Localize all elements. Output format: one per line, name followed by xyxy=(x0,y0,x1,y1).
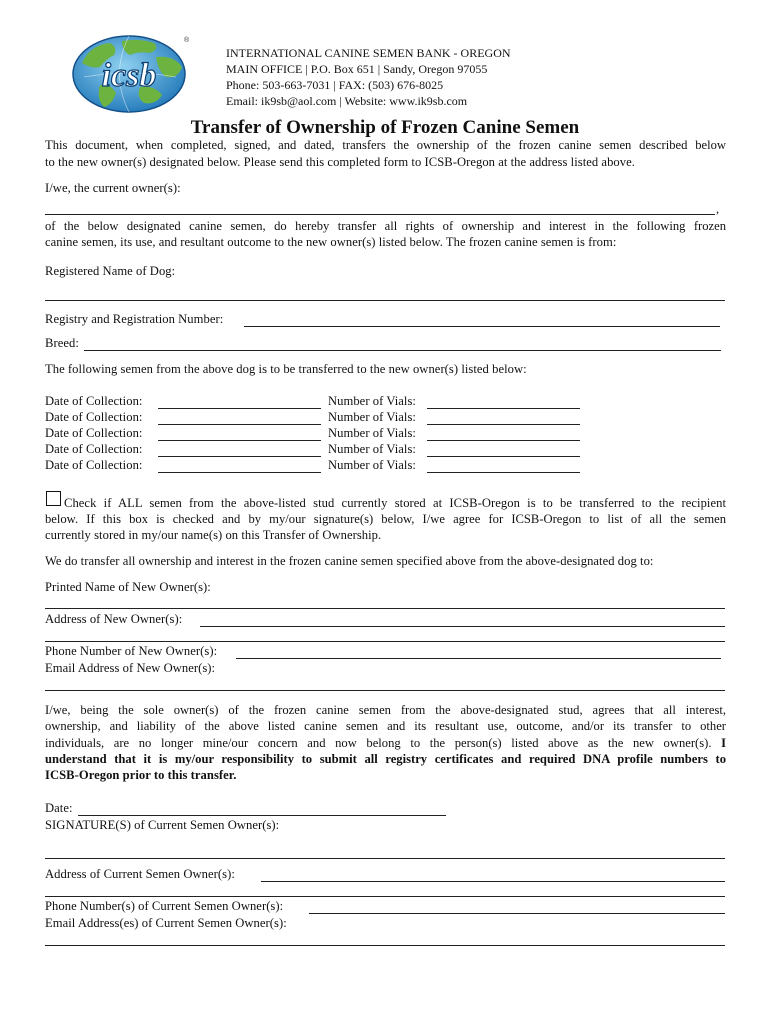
collection-date-label: Date of Collection: xyxy=(45,458,143,472)
semen-intro: The following semen from the above dog is to be transferred to the new owner(s) listed below: xyxy=(45,362,527,376)
collection-vials-field[interactable] xyxy=(427,456,580,457)
new-owner-address-field[interactable] xyxy=(200,626,725,627)
new-owner-email-label: Email Address of New Owner(s): xyxy=(45,661,216,675)
icsb-logo xyxy=(70,33,192,115)
registered-name-field[interactable] xyxy=(45,300,725,301)
current-address-label: Address of Current Semen Owner(s): xyxy=(45,867,235,881)
collection-vials-label: Number of Vials: xyxy=(328,426,416,440)
new-owner-phone-label: Phone Number of New Owner(s): xyxy=(45,644,218,658)
current-email-label: Email Address(es) of Current Semen Owner(s): xyxy=(45,916,287,930)
new-owner-name-label: Printed Name of New Owner(s): xyxy=(45,580,211,594)
collection-date-field[interactable] xyxy=(158,408,321,409)
collection-vials-field[interactable] xyxy=(427,424,580,425)
registry-label: Registry and Registration Number: xyxy=(45,312,224,326)
collection-date-label: Date of Collection: xyxy=(45,442,143,456)
transfer-all-checkbox[interactable] xyxy=(46,491,61,506)
collection-date-field[interactable] xyxy=(158,424,321,425)
collection-vials-field[interactable] xyxy=(427,408,580,409)
check-all-line-1: Check if ALL semen from the above-listed stud currently stored at ICSB-Oregon is to be transferred to the recipient xyxy=(64,496,726,510)
current-address-field-2[interactable] xyxy=(45,896,725,897)
check-all-line-2: below. If this box is checked and by my/our signature(s) below, I/we agree for ICSB-Oregon to list of all the semen xyxy=(45,512,726,526)
collection-vials-label: Number of Vials: xyxy=(328,442,416,456)
current-owner-comma: , xyxy=(716,202,720,216)
transfer-statement: We do transfer all ownership and interest in the frozen canine semen specified above from the above-designated dog to: xyxy=(45,554,654,568)
date-field[interactable] xyxy=(78,815,446,816)
registry-field[interactable] xyxy=(244,326,720,327)
liability-line-5: ICSB-Oregon prior to this transfer. xyxy=(45,768,237,782)
intro-line-1: This document, when completed, signed, and dated, transfers the ownership of the frozen canine semen described below xyxy=(45,138,726,152)
date-label: Date: xyxy=(45,801,73,815)
breed-label: Breed: xyxy=(45,336,79,350)
collection-vials-field[interactable] xyxy=(427,440,580,441)
liability-line-3-text: individuals, are no longer mine/our concern and now belong to the person(s) listed above as the new owner(s). xyxy=(45,736,712,750)
collection-date-label: Date of Collection: xyxy=(45,410,143,424)
page-title: Transfer of Ownership of Frozen Canine Semen xyxy=(190,117,580,138)
check-all-line-3: currently stored in my/our name(s) on this Transfer of Ownership. xyxy=(45,528,382,542)
new-owner-address-field-2[interactable] xyxy=(45,641,725,642)
liability-line-2: ownership, and liability of the above listed canine semen and its resultant use, outcome, and/or its transfer to other xyxy=(45,719,726,733)
collection-vials-field[interactable] xyxy=(427,472,580,473)
phone-fax: Phone: 503-663-7031 | FAX: (503) 676-8025 xyxy=(226,78,444,92)
liability-line-4: understand that it is my/our responsibility to submit all registry certificates and required DNA profile numbers to xyxy=(45,752,726,766)
breed-field[interactable] xyxy=(84,350,721,351)
new-owner-email-field[interactable] xyxy=(45,690,725,691)
transfer-text-line-2: canine semen, its use, and resultant outcome to the new owner(s) listed below. The frozen canine semen is from: xyxy=(45,235,617,249)
main-office: MAIN OFFICE | P.O. Box 651 | Sandy, Oregon 97055 xyxy=(226,62,488,76)
new-owner-name-field[interactable] xyxy=(45,608,725,609)
collection-date-label: Date of Collection: xyxy=(45,426,143,440)
signature-field[interactable] xyxy=(45,858,725,859)
current-owner-field[interactable] xyxy=(45,214,715,215)
intro-line-2: to the new owner(s) designated below. Please send this completed form to ICSB-Oregon at the address listed above. xyxy=(45,155,635,169)
collection-vials-label: Number of Vials: xyxy=(328,394,416,408)
transfer-text-line-1: of the below designated canine semen, do hereby transfer all rights of ownership and interest in the following frozen xyxy=(45,219,726,233)
new-owner-address-label: Address of New Owner(s): xyxy=(45,612,183,626)
liability-line-3 xyxy=(45,736,726,751)
current-phone-field[interactable] xyxy=(309,913,725,914)
new-owner-phone-field[interactable] xyxy=(236,658,721,659)
registered-mark: ® xyxy=(184,37,190,44)
liability-line-3-bold: I xyxy=(721,736,726,750)
current-owner-label: I/we, the current owner(s): xyxy=(45,181,181,195)
collection-vials-label: Number of Vials: xyxy=(328,410,416,424)
signature-label: SIGNATURE(S) of Current Semen Owner(s): xyxy=(45,818,280,832)
collection-date-field[interactable] xyxy=(158,456,321,457)
current-address-field[interactable] xyxy=(261,881,725,882)
registered-name-label: Registered Name of Dog: xyxy=(45,264,176,278)
logo-text: icsb xyxy=(101,57,157,94)
collection-vials-label: Number of Vials: xyxy=(328,458,416,472)
liability-line-1: I/we, being the sole owner(s) of the frozen canine semen from the above-designated stud, agrees that all interest, xyxy=(45,703,726,717)
current-phone-label: Phone Number(s) of Current Semen Owner(s): xyxy=(45,899,284,913)
email-website: Email: ik9sb@aol.com | Website: www.ik9sb.com xyxy=(226,94,468,108)
current-email-field[interactable] xyxy=(45,945,725,946)
collection-date-field[interactable] xyxy=(158,472,321,473)
collection-date-label: Date of Collection: xyxy=(45,394,143,408)
collection-date-field[interactable] xyxy=(158,440,321,441)
org-name: INTERNATIONAL CANINE SEMEN BANK - OREGON xyxy=(226,46,511,60)
